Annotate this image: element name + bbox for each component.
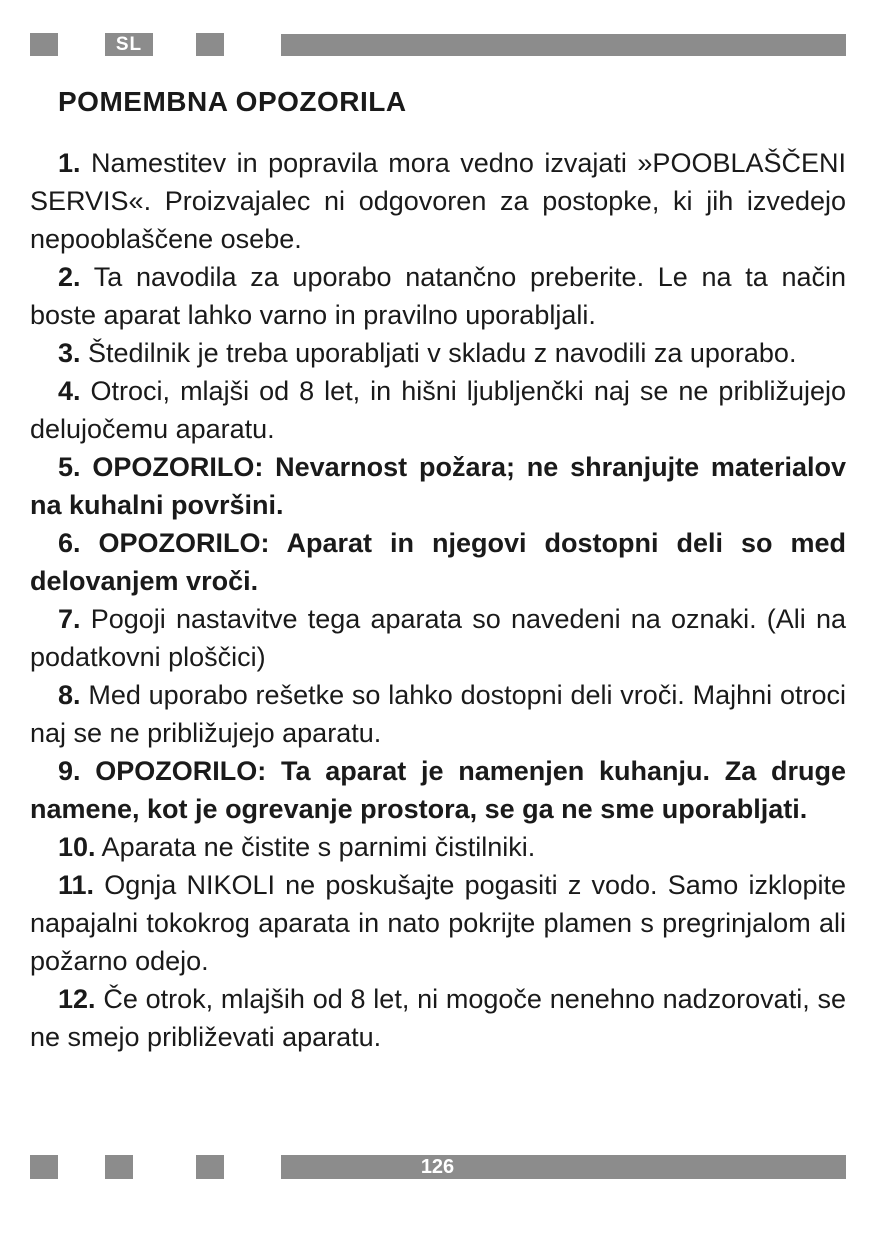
warning-number: 4. [58, 376, 81, 406]
warning-number: 3. [58, 338, 81, 368]
warning-item-3: 3. Štedilnik je treba uporabljati v skladu z navodili za uporabo. [58, 338, 797, 368]
warning-item-5: 5. OPOZORILO: Nevarnost požara; ne shranjujte materialov na kuhalni površini. [30, 452, 846, 520]
warning-number: 11. [58, 870, 95, 900]
warning-number: 6. [58, 528, 81, 558]
warning-item-9: 9. OPOZORILO: Ta aparat je namenjen kuhanju. Za druge namene, kot je ogrevanje prostora, se ga ne sme uporabljati. [30, 756, 846, 824]
warning-item-2: 2. Ta navodila za uporabo natančno preberite. Le na ta način boste aparat lahko varno in pravilno uporabljali. [30, 262, 846, 330]
warning-number: 7. [58, 604, 81, 634]
warning-item-12: 12. Če otrok, mlajših od 8 let, ni mogoče nenehno nadzorovati, se ne smejo približevati aparatu. [30, 984, 846, 1052]
warning-number: 8. [58, 680, 81, 710]
warning-item-10: 10. Aparata ne čistite s parnimi čistilniki. [58, 832, 536, 862]
header-bar [281, 34, 846, 56]
page-title: POMEMBNA OPOZORILA [58, 86, 407, 117]
warning-item-11: 11. Ognja NIKOLI ne poskušajte pogasiti z vodo. Samo izklopite napajalni tokokrog aparata in nato pokrijte plamen s pregrinjalom ali požarno odejo. [30, 870, 846, 976]
warning-item-7: 7. Pogoji nastavitve tega aparata so navedeni na oznaki. (Ali na podatkovni ploščici) [30, 604, 846, 672]
warning-number: 9. [58, 756, 81, 786]
warning-item-8: 8. Med uporabo rešetke so lahko dostopni deli vroči. Majhni otroci naj se ne približujejo aparatu. [30, 680, 846, 748]
warning-number: 1. [58, 148, 81, 178]
content-area [30, 86, 846, 1056]
page-number: 126 [420, 1156, 455, 1178]
language-badge [105, 33, 153, 56]
language-label: SL [115, 33, 143, 55]
warning-number: 12. [58, 984, 96, 1014]
header-square-mid [196, 33, 224, 56]
warning-item-1: 1. Namestitev in popravila mora vedno izvajati »POOBLAŠČENI SERVIS«. Proizvajalec ni odgovoren za postopke, ki jih izvedejo nepooblaščene osebe. [30, 148, 846, 254]
warning-list [30, 144, 846, 1056]
warning-item-6: 6. OPOZORILO: Aparat in njegovi dostopni deli so med delovanjem vroči. [30, 528, 846, 596]
warning-number: 5. [58, 452, 81, 482]
warning-number: 2. [58, 262, 81, 292]
warning-item-4: 4. Otroci, mlajši od 8 let, in hišni ljubljenčki naj se ne približujejo delujočemu aparatu. [30, 376, 846, 444]
header-square-left [30, 33, 58, 56]
warning-number: 10. [58, 832, 96, 862]
